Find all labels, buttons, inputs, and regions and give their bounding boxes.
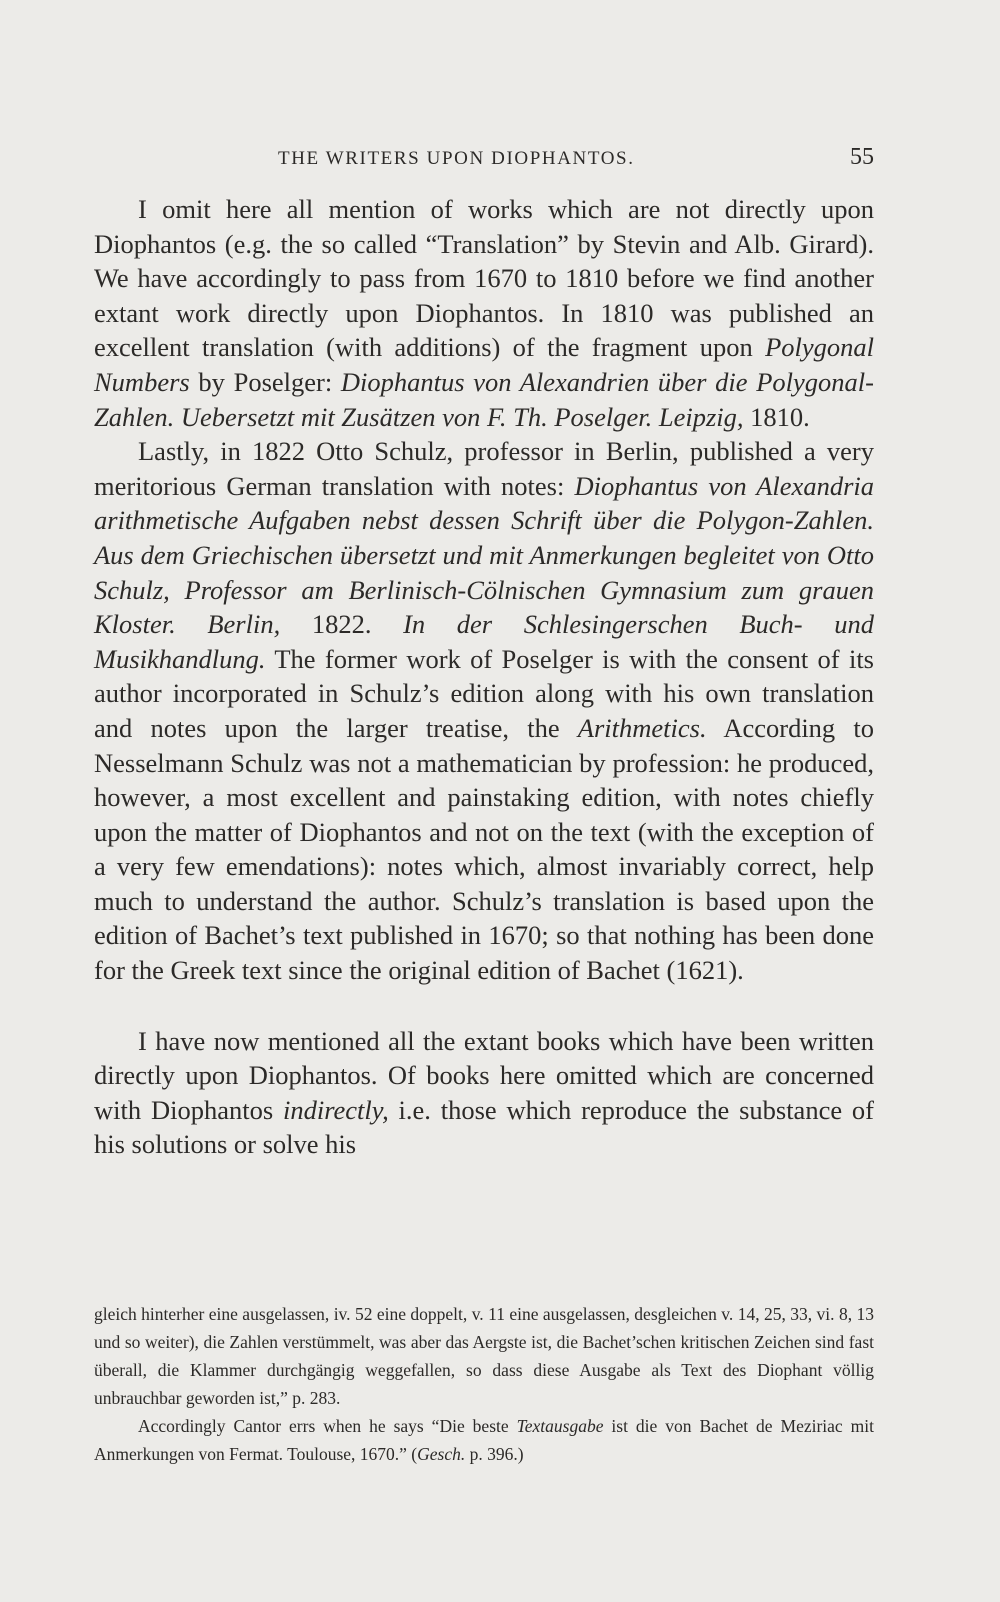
text-run: 1822.	[280, 609, 404, 640]
text-run: The former work of Poselger is with the consent of its author incorporated in Schulz’s edition along with his own translation and notes upon the larger treatise, the	[94, 643, 874, 743]
footnotes	[94, 1300, 874, 1468]
paragraph-1	[94, 192, 874, 434]
italic-publisher: In der Schlesingerschen Buch- und Musikhandlung.	[94, 609, 874, 674]
italic-title: Arithmetics.	[577, 712, 707, 743]
text-run: i.e. those which reproduce the substance of his solutions or solve his	[94, 1094, 874, 1160]
paragraph-2	[94, 434, 874, 988]
paragraph-3	[94, 1024, 874, 1162]
footnote-continuation: gleich hinterher eine ausgelassen, iv. 52 eine doppelt, v. 11 eine ausgelassen, desgleichen v. 14, 25, 33, vi. 8, 13 und so weiter), die Zahlen verstümmelt, was aber das Aergste ist, die Bachet’schen kritischen Zeichen sind fast überall, die Klammer durchgängig weggefallen, so dass diese Ausgabe als Text des Diophant völlig unbrauchbar geworden ist,” p. 283.	[94, 1304, 874, 1408]
italic-emphasis: indirectly,	[282, 1094, 389, 1125]
text-run: According to Nesselmann Schulz was not a mathematician by profession: he produced, however, a most excellent and painstaking edition, with notes chiefly upon the matter of Diophantos and not on the text (with the exception of a very few emendations): notes which, almost invariably correct, help much to understand the author. Schulz’s translation is based upon the edition of Bachet’s text published in 1670; so that nothing has been done for the Greek text since the original edition of Bachet (1621).	[94, 712, 874, 986]
text-run: I omit here all mention of works which are not directly upon Diophantos (e.g. the so called “Translation” by Stevin and Alb. Girard). We have accordingly to pass from 1670 to 1810 before we find another extant work directly upon Diophantos. In 1810 was published an excellent translation (with additions) of the fragment upon	[94, 194, 874, 363]
page-number: 55	[850, 144, 874, 170]
text-run: I have now mentioned all the extant books which have been written directly upon Diophantos. Of books here omitted which are concerned with Diophantos	[94, 1025, 874, 1125]
italic-title: Polygonal Numbers	[94, 332, 874, 397]
italic-abbreviation: Gesch.	[417, 1444, 466, 1464]
text-run: Accordingly Cantor errs when he says “Die beste	[138, 1416, 517, 1436]
page-header	[94, 144, 874, 174]
text-run: 1810.	[743, 401, 810, 432]
footnote-cantor	[94, 1412, 874, 1468]
italic-term: Textausgabe	[516, 1416, 604, 1436]
body-text	[94, 192, 874, 1162]
text-run: Lastly, in 1822 Otto Schulz, professor in Berlin, published a very meritorious German translation with notes:	[94, 436, 874, 501]
italic-citation: Diophantus von Alexandrien über die Polygonal-Zahlen. Uebersetzt mit Zusätzen von F. Th. Poselger. Leipzig,	[94, 366, 874, 432]
running-head: THE WRITERS UPON DIOPHANTOS.	[278, 148, 635, 169]
text-run: p. 396.)	[465, 1444, 524, 1464]
italic-citation: Diophantus von Alexandria arithmetische Aufgaben nebst dessen Schrift über die Polygon-Zahlen. Aus dem Griechischen übersetzt und mit Anmerkungen begleitet von Otto Schulz, Professor am Berlinisch-Cölnischen Gymnasium zum grauen Kloster. Berlin,	[94, 470, 874, 640]
text-run: by Poselger:	[189, 366, 341, 397]
text-run: ist die von Bachet de Meziriac mit Anmerkungen von Fermat. Toulouse, 1670.” (	[94, 1416, 874, 1464]
